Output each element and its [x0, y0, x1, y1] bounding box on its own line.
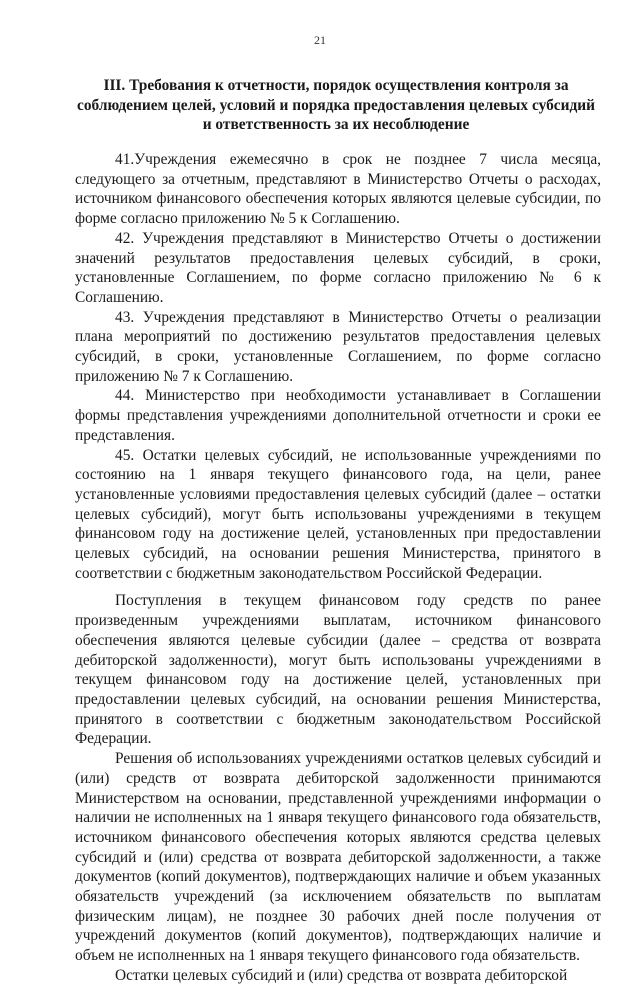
- page-number: 21: [314, 33, 326, 47]
- section-heading: III. Требования к отчетности, порядок осуществления контроля за соблюдением целей, условий и порядка предоставления целевых субсидий и ответственность за их несоблюдение: [77, 77, 595, 133]
- paragraph-42: 42. Учреждения представляют в Министерство Отчеты о достижении значений результатов предоставления целевых субсидий, в сроки, установленные Соглашением, по форме согласно приложению № 6 к Соглашению.: [75, 229, 601, 306]
- paragraph-receivables-receipts: Поступления в текущем финансовом году средств по ранее произведенным учреждениями выплатам, источником финансового обеспечения являются целевые субсидии (далее – средства от возврата дебиторской задолженности), могут быть использованы учреждениями в текущем финансовом году на достижение целей, установленных при предоставлении целевых субсидий, на основании решения Министерства, принятого в соответствии с бюджетным законодательством Российской Федерации.: [75, 592, 601, 748]
- paragraph-usage-decisions: Решения об использованиях учреждениями остатков целевых субсидий и (или) средств от возврата дебиторской задолженности принимаются Министерством на основании, представленной учреждениями информации о наличии не исполненных на 1 января текущего финансового года обязательств, источником финансового обеспечения которых являются средства целевых субсидий и (или) средства от возврата дебиторской задолженности, а также документов (копий документов), подтверждающих наличие и объем указанных обязательств учреждений (за исключением обязательств по выплатам физическим лицам), не позднее 30 рабочих дней после получения от учреждений документов (копий документов), подтверждающих наличие и объем не исполненных на 1 января текущего финансового года обязательств.: [75, 750, 601, 965]
- paragraph-44: 44. Министерство при необходимости устанавливает в Соглашении формы представления учреждениями дополнительной отчетности и сроки ее представления.: [75, 387, 601, 444]
- paragraph-remaining-balances: Остатки целевых субсидий и (или) средства от возврата дебиторской: [115, 966, 568, 984]
- paragraph-45: 45. Остатки целевых субсидий, не использованные учреждениями по состоянию на 1 января текущего финансового года, на цели, ранее установленные условиями предоставления целевых субсидий (далее – остатки целевых субсидий), могут быть использованы учреждениями в текущем финансовом году на достижение целей, установленных при предоставлении целевых субсидий, на основании решения Министерства, принятого в соответствии с бюджетным законодательством Российской Федерации.: [75, 446, 601, 582]
- paragraph-41: 41.Учреждения ежемесячно в срок не позднее 7 числа месяца, следующего за отчетным, представляют в Министерство Отчеты о расходах, источником финансового обеспечения которых являются целевые субсидии, по форме согласно приложению № 5 к Соглашению.: [75, 151, 601, 228]
- paragraph-43: 43. Учреждения представляют в Министерство Отчеты о реализации плана мероприятий по достижению результатов предоставления целевых субсидий, в сроки, установленные Соглашением, по форме согласно приложению № 7 к Соглашению.: [75, 308, 601, 385]
- body-text: [75, 150, 601, 986]
